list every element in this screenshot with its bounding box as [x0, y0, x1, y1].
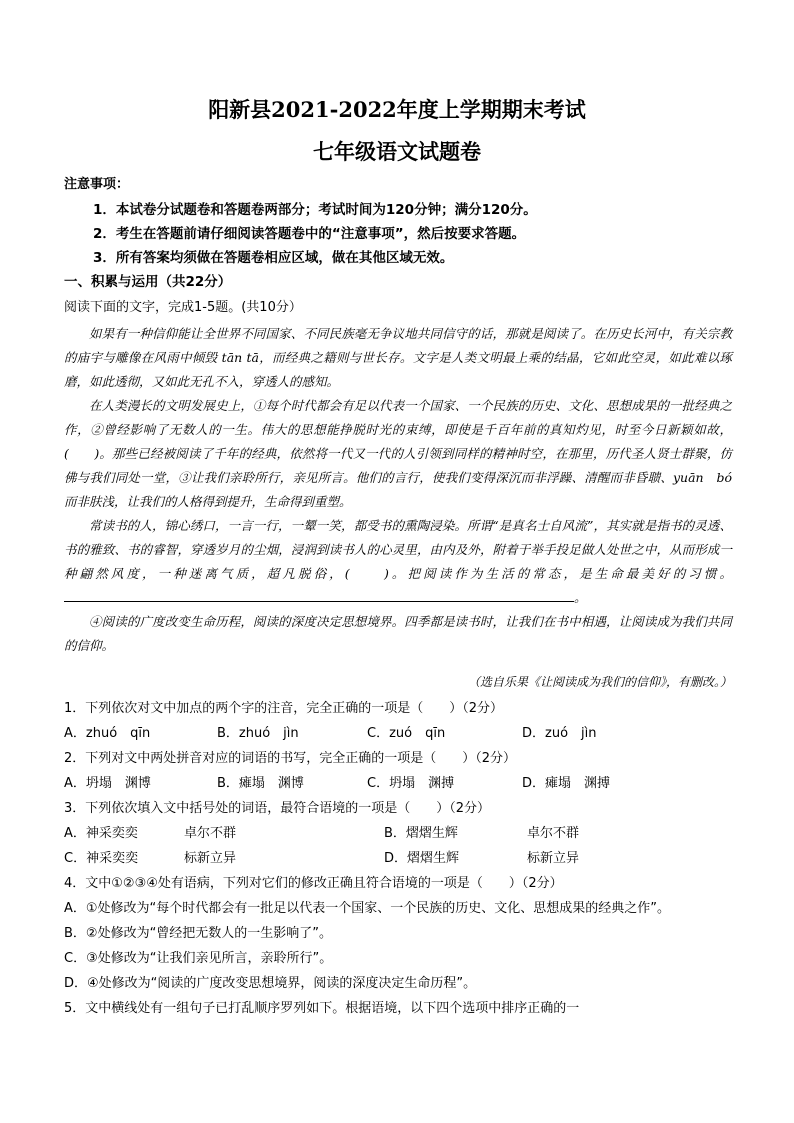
passage-paragraph: [64, 514, 732, 610]
option-d: D．④处修改为“阅读的广度改变思想境界，阅读的深度决定生命历程”。: [64, 976, 477, 991]
question-options: [64, 721, 732, 746]
notice-item: 3．所有答案均须做在答题卷相应区域，做在其他区域无效。: [93, 250, 454, 266]
option-d: D．熠熠生辉: [384, 851, 460, 866]
question-options: [64, 846, 732, 871]
passage-text: 常读书的人，锦心绣口，一言一行，一颦一笑，都受书的熏陶浸染。所谓“是真名士自风流”，其实就是指书的灵透、书的雅致、书的睿智，穿透岁月的尘烟，浸润到读书人的心灵里，由内及外，附着于举手投足做人处世之中，从而形成一种翩然风度，一种迷离气质，超凡脱俗，( )。把阅读作为生活的常态，是生命最美好的习惯。: [64, 518, 732, 581]
notice-heading: 注意事项：: [64, 177, 130, 192]
option-b: B．zhuó jìn: [217, 726, 299, 741]
option-b: B．熠熠生辉: [384, 826, 458, 841]
passage-text: 。: [574, 590, 587, 605]
option-a: A．①处修改为“每个时代都会有一批足以代表一个国家、一个民族的历史、文化、思想成果的经典之作”。: [64, 901, 671, 916]
option-d: D．瘫塌 渊搏: [522, 776, 611, 791]
option-b: B．瘫塌 渊博: [217, 776, 304, 791]
question-stem: 3．下列依次填入文中括号处的词语，最符合语境的一项是（ ）（2分）: [64, 801, 491, 816]
option-c-second-word: 标新立异: [184, 851, 237, 866]
option-c: C．zuó qīn: [367, 726, 446, 741]
question-stem: 1．下列依次对文中加点的两个字的注音，完全正确的一项是（ ）（2分）: [64, 701, 504, 716]
option-a: A．坍塌 渊博: [64, 776, 151, 791]
option-a: A．zhuó qīn: [64, 726, 151, 741]
option-b-second-word: 卓尔不群: [527, 826, 580, 841]
notice-item: 1．本试卷分试题卷和答题卷两部分；考试时间为120分钟；满分120分。: [93, 202, 537, 218]
notice-item: 2．考生在答题前请仔细阅读答题卷中的“注意事项”，然后按要求答题。: [93, 226, 526, 242]
option-c: C．神采奕奕: [64, 851, 139, 866]
passage-source: （选自乐果《让阅读成为我们的信仰》，有删改。）: [467, 675, 732, 689]
question-options: [64, 821, 732, 846]
reading-passage: [64, 322, 732, 658]
exam-title: 阳新县2021-2022年度上学期期末考试: [208, 97, 586, 122]
question-options: [64, 771, 732, 796]
question-stem: 5．文中横线处有一组句子已打乱顺序罗列如下。根据语境，以下四个选项中排序正确的一: [64, 1001, 580, 1016]
option-c: C．③处修改为“让我们亲见所言，亲聆所行”。: [64, 951, 333, 966]
section-title: 一、积累与运用（共22分）: [64, 274, 232, 290]
answer-blank-line: [64, 587, 574, 602]
question-stem: 2．下列对文中两处拼音对应的词语的书写，完全正确的一项是（ ）（2分）: [64, 751, 517, 766]
passage-paragraph: 在人类漫长的文明发展史上，①每个时代都会有足以代表一个国家、一个民族的历史、文化、思想成果的一批经典之作，②曾经影响了无数人的一生。伟大的思想能挣脱时光的束缚，即使是千百年前的真知灼见，时至今日新颖如故，( )。那些已经被阅读了千年的经典，依然将一代又一代的人引领到同样的精神时空，在那里，历代圣人贤士群聚，仿佛与我们同处一堂，③让我们亲聆所行，亲见所言。他们的言行，使我们变得深沉而非浮躁、清醒而非昏聩、yuān bó 而非肤浅，让我们的人格得到提升，生命得到重塑。: [64, 398, 732, 509]
option-d-second-word: 标新立异: [527, 851, 580, 866]
passage-paragraph: ④阅读的广度改变生命历程，阅读的深度决定思想境界。四季都是读书时，让我们在书中相遇，让阅读成为我们共同的信仰。: [64, 614, 732, 653]
passage-paragraph: 如果有一种信仰能让全世界不同国家、不同民族毫无争议地共同信守的话，那就是阅读了。在历史长河中，有关宗教的庙宇与雕像在风雨中倾毁 tān tā，而经典之籍则与世长存。文字是人类文明最上乘的结晶，它如此空灵，如此难以琢磨，如此透彻，又如此无孔不入，穿透人的感知。: [64, 326, 732, 389]
notice-list: [64, 198, 732, 270]
option-a-second-word: 卓尔不群: [184, 826, 237, 841]
reading-instruction: 阅读下面的文字，完成1-5题。(共10分）: [64, 300, 302, 315]
exam-subtitle: 七年级语文试题卷: [313, 139, 481, 164]
option-c: C．坍塌 渊搏: [367, 776, 455, 791]
option-a: A．神采奕奕: [64, 826, 138, 841]
option-d: D．zuó jìn: [522, 726, 597, 741]
option-b: B．②处修改为“曾经把无数人的一生影响了”。: [64, 926, 333, 941]
question-list: [64, 696, 732, 1021]
question-stem: 4．文中①②③④处有语病，下列对它们的修改正确且符合语境的一项是（ ）（2分）: [64, 876, 563, 891]
